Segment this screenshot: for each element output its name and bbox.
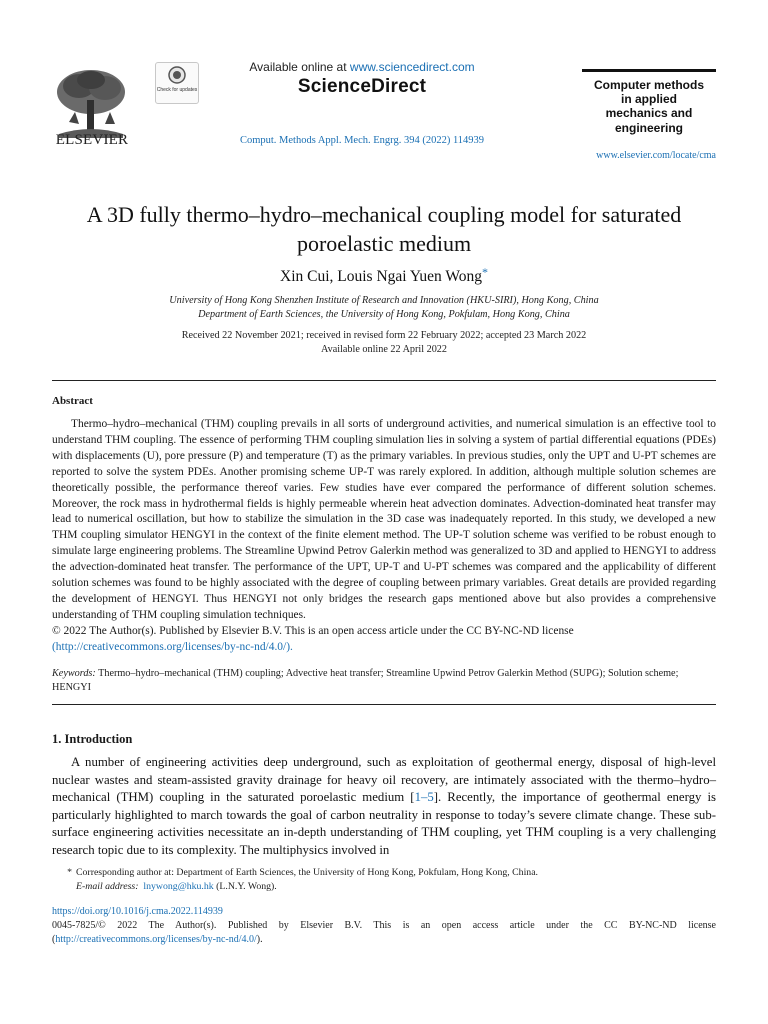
- availability-line: [212, 60, 512, 74]
- section-heading: 1. Introduction: [52, 732, 133, 746]
- keywords: [52, 667, 716, 695]
- affiliation: Department of Earth Sciences, the University of Hong Kong, Pokfulam, Hong Kong, China: [198, 309, 570, 320]
- corresponding-author-note: [52, 866, 716, 880]
- license-text: © 2022 The Author(s). Published by Elsevier B.V. This is an open access article under the CC BY-NC-ND license: [52, 624, 574, 637]
- abstract-paragraph: Thermo–hydro–mechanical (THM) coupling prevails in all sorts of underground activities, and numerical simulation is an effective tool to understand THM coupling. The essence of performing THM coupling simulation lies in solving a system of partial differential equations (PDEs) with displacements (U), pore pressure (P) and temperature (T) as the primary variables. In previous studies, only the UPT and U-PT schemes are reported to solve the system PDEs. Another promising scheme UP-T was rarely explored. In addition, although multiple solution schemes are theoretically possible, the performance thereof varies. Few studies have ever compared the performance of different solution schemes. Moreover, the rock mass in hydrothermal fields is highly permeable wherein heat advection dominates. Advection-dominated heat transfer may lead to numerical oscillation, but how to stabilize the simulation in the 3D case was inadequately reported. In this study, we developed a new THM coupling simulator HENGYI in the context of the finite element method. The UP-T solution scheme was verified to be robust enough to simulate large engineering problems. The Streamline Upwind Petrov Galerkin method was generalized to 3D and applied to HENGYI to address the advection-dominated heat transfer. The performance of the UPT, UP-T and U-PT schemes was compared and the applicability of different solution schemes was found to be highly associated with the degree of coupling between primary variables. Great details are provided regarding the development of HENGYI. Thus HENGYI not only bridges the research gaps mentioned above but also provides a comprehensive understanding of THM coupling simulation techniques.: [52, 418, 716, 621]
- introduction-body: [52, 754, 716, 860]
- sciencedirect-link[interactable]: www.sciencedirect.com: [349, 60, 475, 74]
- check-updates-label: Check for updates: [156, 87, 198, 93]
- affiliation: University of Hong Kong Shenzhen Institute of Research and Innovation (HKU-SIRI), Hong Kong, China: [169, 295, 599, 306]
- available-online-date: Available online 22 April 2022: [321, 344, 447, 355]
- journal-title-line: engineering: [614, 120, 683, 135]
- keywords-label: Keywords:: [52, 668, 96, 679]
- journal-title-rule: [582, 69, 716, 72]
- journal-title-line: in applied: [620, 92, 677, 107]
- copyright-license-link[interactable]: http://creativecommons.org/licenses/by-nc-nd/4.0/: [55, 934, 257, 945]
- author-names: Xin Cui, Louis Ngai Yuen Wong: [280, 268, 482, 285]
- intro-text-part: ]. Recently, the importance of geothermal energy is particularly highlighted to march towards the goal of carbon neutrality in response to today’s severe climate change. These sub-surface engineering activities necessitate an in-depth understanding of THM coupling, yet THM coupling is a very challenging research topic due to its complexity. The multiphysics involved in: [52, 790, 716, 857]
- footnote: [52, 866, 716, 894]
- email-label: E-mail address:: [76, 881, 139, 892]
- introduction-paragraph: [52, 754, 716, 860]
- update-check-icon: [156, 63, 198, 87]
- copyright-end: ).: [256, 934, 263, 945]
- journal-url-link[interactable]: www.elsevier.com/locate/cma: [596, 150, 716, 161]
- email-suffix: (L.N.Y. Wong).: [213, 881, 277, 892]
- copyright-notice: [52, 919, 716, 947]
- copyright-text: 0045-7825/© 2022 The Author(s). Published by Elsevier B.V. This is an open access article under the CC BY-NC-ND license (: [52, 920, 716, 945]
- article-title: [52, 200, 716, 258]
- abstract-bottom-rule: [52, 704, 716, 705]
- journal-title-line: Computer methods: [593, 78, 704, 92]
- abstract-top-rule: [52, 380, 716, 381]
- platform-name: ScienceDirect: [297, 76, 427, 97]
- journal-title-line: mechanics and: [605, 106, 693, 121]
- check-for-updates-badge[interactable]: [155, 62, 199, 104]
- corresponding-author-mark[interactable]: *: [481, 265, 488, 279]
- email-link[interactable]: lnywong@hku.hk: [143, 881, 214, 892]
- article-title-line: poroelastic medium: [296, 231, 472, 256]
- license-link[interactable]: (http://creativecommons.org/licenses/by-nc-nd/4.0/).: [52, 640, 293, 653]
- intro-text-part: A number of engineering activities deep underground, such as exploitation of geothermal energy, disposal of high-level nuclear wastes and steam-assisted gravity drainage for heavy oil recovery, are intimately associated with the thermo–hydro–mechanical (THM) coupling in the saturated poroelastic medium [: [52, 755, 716, 805]
- citation-link[interactable]: 1–5: [414, 790, 434, 805]
- footnote-mark: *: [67, 867, 72, 878]
- keywords-list: Thermo–hydro–mechanical (THM) coupling; Advective heat transfer; Streamline Upwind Petrov Galerkin Method (SUPG); Solution scheme; HENGYI: [52, 668, 679, 693]
- journal-title-block: [582, 78, 716, 135]
- availability-prefix: Available online at: [249, 60, 350, 74]
- article-title-line: A 3D fully thermo–hydro–mechanical coupling model for saturated: [86, 202, 682, 227]
- journal-citation[interactable]: Comput. Methods Appl. Mech. Engrg. 394 (2022) 114939: [239, 135, 485, 146]
- publisher-wordmark: ELSEVIER: [55, 132, 129, 148]
- abstract-heading: Abstract: [52, 395, 93, 407]
- doi-link[interactable]: https://doi.org/10.1016/j.cma.2022.114939: [52, 906, 223, 917]
- license-statement: [52, 624, 716, 656]
- abstract-body: [52, 417, 716, 656]
- received-dates: Received 22 November 2021; received in revised form 22 February 2022; accepted 23 March 2022: [181, 330, 587, 341]
- author-list: [52, 265, 716, 286]
- email-line: [52, 880, 716, 894]
- corresponding-text: Corresponding author at: Department of Earth Sciences, the University of Hong Kong, Pokfulam, Hong Kong, China.: [76, 867, 538, 878]
